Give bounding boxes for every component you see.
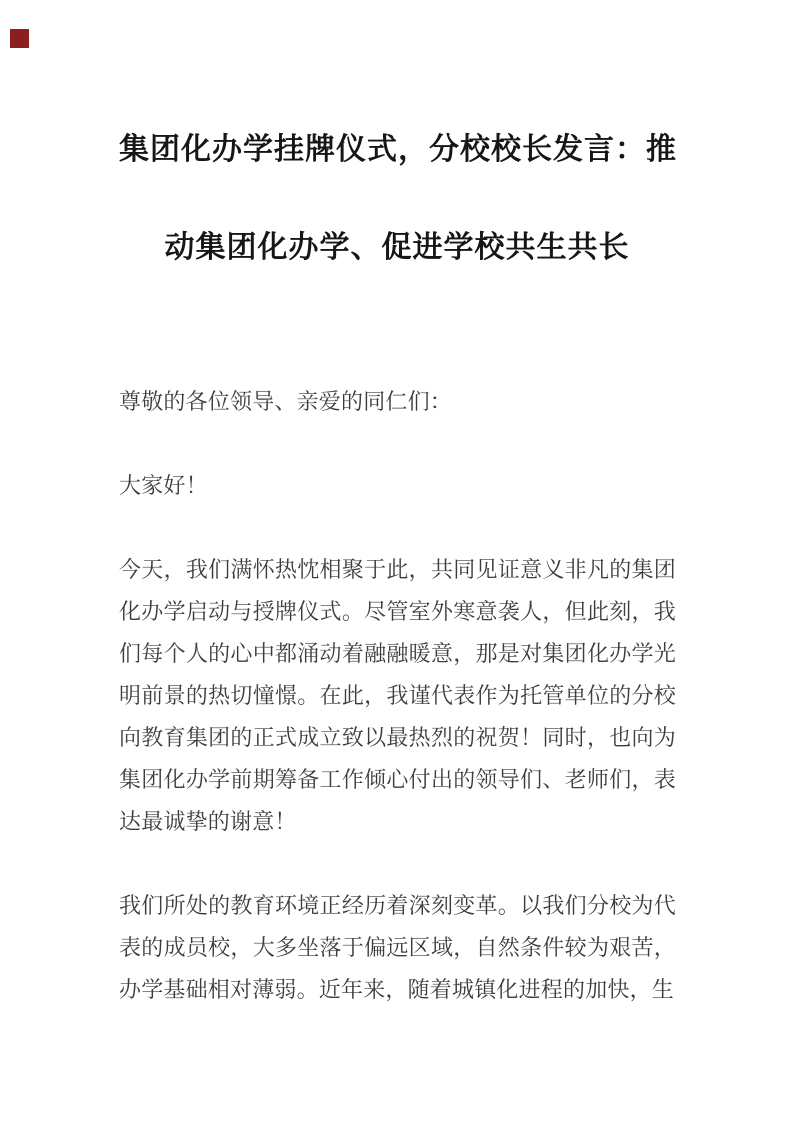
document-title (119, 101, 675, 297)
document-body (119, 381, 676, 1053)
paragraph: 我们所处的教育环境正经历着深刻变革。以我们分校为代表的成员校，大多坐落于偏远区域，自然条件较为艰苦，办学基础相对薄弱。近年来，随着城镇化进程的加快，生 (119, 893, 676, 1002)
paragraph-greeting: 尊敬的各位领导、亲爱的同仁们： (119, 389, 453, 414)
paragraph-opening: 大家好！ (119, 473, 208, 498)
title-line: 动集团化办学、促进学校共生共长 (164, 231, 630, 264)
paragraph: 今天，我们满怀热忱相聚于此，共同见证意义非凡的集团化办学启动与授牌仪式。尽管室外寒意袭人，但此刻，我们每个人的心中都涌动着融融暖意，那是对集团化办学光明前景的热切憧憬。在此，我谨代表作为托管单位的分校向教育集团的正式成立致以最热烈的祝贺！同时，也向为集团化办学前期筹备工作倾心付出的领导们、老师们，表达最诚挚的谢意！ (119, 557, 676, 834)
title-line: 集团化办学挂牌仪式，分校校长发言：推 (119, 133, 677, 166)
red-square-marker (10, 29, 29, 48)
